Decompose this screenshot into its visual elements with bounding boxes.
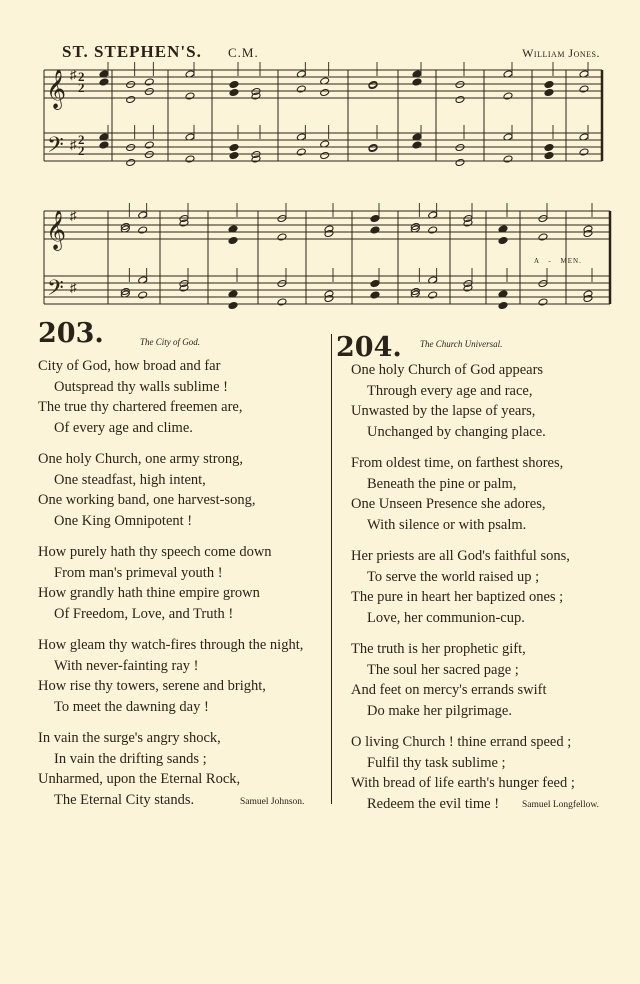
note-head — [229, 143, 239, 151]
bass-clef-icon: 𝄢 — [47, 133, 64, 163]
note-head — [370, 226, 380, 234]
verse — [351, 639, 575, 721]
note-head — [498, 236, 508, 244]
verse-line: Of every age and clime. — [54, 419, 193, 436]
verse-line: Unchanged by changing place. — [367, 423, 546, 440]
tune-title: ST. STEPHEN'S. — [62, 42, 202, 61]
verse-line: The truth is her prophetic gift, — [351, 641, 526, 657]
note-head — [428, 226, 438, 234]
verse — [38, 542, 303, 624]
hymn-203-subtitle: The City of God. — [140, 337, 200, 347]
note-head — [277, 298, 287, 306]
hymn-203-author: Samuel Johnson. — [240, 797, 305, 807]
verse-line: With silence or with psalm. — [367, 516, 527, 533]
note-head — [229, 88, 239, 96]
tune-composer: William Jones. — [522, 46, 600, 60]
verse-line: In vain the surge's angry shock, — [38, 730, 221, 746]
note-head — [296, 85, 306, 93]
music-score — [0, 0, 640, 330]
note-head — [544, 80, 554, 88]
verse-line: One steadfast, high intent, — [54, 471, 206, 488]
note-head — [228, 301, 238, 309]
note-head — [544, 143, 554, 151]
verse-line: From man's primeval youth ! — [54, 564, 223, 581]
sharp-icon: ♯ — [70, 137, 77, 152]
note-head — [503, 155, 513, 163]
tune-meter: C.M. — [228, 45, 259, 60]
note-head — [544, 88, 554, 96]
verse — [38, 356, 303, 438]
time-signature: 2 — [78, 132, 85, 147]
note-head — [277, 279, 287, 287]
note-head — [428, 291, 438, 299]
note-head — [138, 291, 148, 299]
hymn-204-number: 204. — [336, 332, 402, 363]
verse-line: One holy Church of God appears — [351, 362, 544, 378]
verse-line: Beneath the pine or palm, — [367, 475, 517, 492]
verse-line: One Unseen Presence she adores, — [351, 496, 546, 512]
amen-syllable-men: MEN. — [560, 257, 582, 265]
sharp-icon: ♯ — [70, 208, 77, 223]
verse-line: The Eternal City stands. — [54, 791, 195, 808]
note-head — [126, 158, 136, 166]
note-head — [544, 151, 554, 159]
hymn-203-text — [38, 356, 303, 821]
verse-line: Unharmed, upon the Eternal Rock, — [38, 771, 241, 787]
note-head — [126, 95, 136, 103]
note-head — [498, 301, 508, 309]
sharp-icon: ♯ — [70, 67, 77, 82]
note-head — [412, 78, 422, 86]
note-head — [229, 151, 239, 159]
note-head — [370, 279, 380, 287]
verse-line: How gleam thy watch-fires through the night, — [38, 637, 304, 653]
note-head — [277, 233, 287, 241]
note-head — [229, 80, 239, 88]
verse-line: With bread of life earth's hunger feed ; — [351, 775, 575, 791]
verse-line: How grandly hath thine empire grown — [38, 585, 260, 601]
note-head — [144, 78, 154, 86]
note-head — [99, 141, 109, 149]
verse — [351, 360, 575, 442]
time-signature: 2 — [78, 143, 85, 158]
verse-line: One holy Church, one army strong, — [38, 451, 243, 467]
note-head — [99, 78, 109, 86]
hymn-203-number: 203. — [38, 318, 104, 349]
verse-line: Unwasted by the lapse of years, — [351, 403, 536, 419]
verse-line: With never-fainting ray ! — [54, 657, 199, 674]
hymn-204-author: Samuel Longfellow. — [522, 800, 599, 810]
verse-line: Of Freedom, Love, and Truth ! — [54, 605, 234, 622]
verse-line: Outspread thy walls sublime ! — [54, 378, 228, 395]
hymn-204-subtitle: The Church Universal. — [420, 339, 503, 349]
verse-line: In vain the drifting sands ; — [54, 750, 207, 767]
verse-line: The true thy chartered freemen are, — [38, 399, 243, 415]
note-head — [538, 298, 548, 306]
amen-syllable-a: A — [534, 257, 540, 265]
note-head — [579, 85, 589, 93]
verse-line: To meet the dawning day ! — [54, 698, 209, 715]
verse-line: The pure in heart her baptized ones ; — [351, 589, 564, 605]
note-head — [185, 155, 195, 163]
verse-line: Redeem the evil time ! — [367, 795, 500, 812]
note-head — [370, 214, 380, 222]
verse-line: City of God, how broad and far — [38, 358, 221, 374]
verse-line: Fulfil thy task sublime ; — [367, 754, 506, 771]
verse-line: To serve the world raised up ; — [367, 568, 540, 585]
hymn-204-text — [351, 360, 575, 825]
note-head — [185, 92, 195, 100]
note-head — [412, 141, 422, 149]
note-head — [320, 88, 330, 96]
note-head — [503, 92, 513, 100]
verse-line: How purely hath thy speech come down — [38, 544, 272, 560]
verse-line: And feet on mercy's errands swift — [351, 682, 547, 698]
sharp-icon: ♯ — [70, 280, 77, 295]
verse-line: Love, her communion-cup. — [367, 609, 525, 626]
treble-clef-icon: 𝄞 — [46, 69, 67, 109]
treble-clef-icon: 𝄞 — [46, 210, 67, 250]
verse — [38, 635, 303, 717]
note-head — [455, 158, 465, 166]
note-head — [370, 291, 380, 299]
note-head — [579, 148, 589, 156]
verse-line: From oldest time, on farthest shores, — [351, 455, 564, 471]
verse-line: The soul her sacred page ; — [367, 661, 519, 678]
note-head — [455, 95, 465, 103]
time-signature: 2 — [78, 69, 85, 84]
verse-line: Through every age and race, — [367, 382, 533, 399]
note-head — [144, 141, 154, 149]
note-head — [138, 226, 148, 234]
verse — [351, 453, 575, 535]
amen-label — [534, 257, 582, 265]
note-head — [228, 236, 238, 244]
verse-line: O living Church ! thine errand speed ; — [351, 734, 572, 750]
time-signature: 2 — [78, 80, 85, 95]
verse-line: Her priests are all God's faithful sons, — [351, 548, 570, 564]
verse-line: How rise thy towers, serene and bright, — [38, 678, 266, 694]
verse-line: Do make her pilgrimage. — [367, 702, 512, 719]
verse — [38, 449, 303, 531]
verse — [351, 546, 575, 628]
column-divider — [331, 334, 332, 804]
note-head — [538, 233, 548, 241]
note-head — [296, 148, 306, 156]
bass-clef-icon: 𝄢 — [47, 276, 64, 306]
amen-hyphen: - — [548, 257, 552, 265]
note-head — [320, 151, 330, 159]
verse-line: One King Omnipotent ! — [54, 512, 193, 529]
verse-line: One working band, one harvest-song, — [38, 492, 256, 508]
